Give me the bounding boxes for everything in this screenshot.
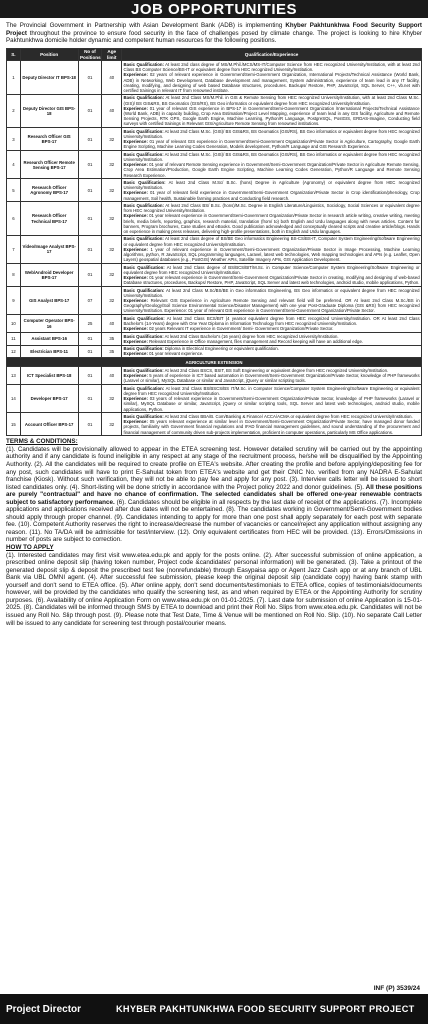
experience-label: Experience: xyxy=(123,275,148,280)
experience-text: Relevant GIS Experience in Agriculture Remote Sensing and relevant field will be preferred. OR At least 2nd Class M.Sc./BS in Geography/Geology/Soil Science Environmental Science/Disaster Management) with one year Post-Graduate Diploma (GIS &RS) from HEC recognized University/Institution. Experience: 01 year of relevant GIS experience in Government/Semi-Government Organization/Private Sector. xyxy=(123,298,420,314)
experience-label: Experience: xyxy=(123,338,148,344)
terms-contract-note: All these positions are purely "contractual" and have no chance of confirmation. The selected candidates shall be offered one-year renewable contracts subject to satisfactory performance. xyxy=(6,483,423,506)
positions-body xyxy=(7,61,422,358)
basic-text: Diploma in Electrical Engineering or equivalent qualification. xyxy=(164,346,279,352)
row-position: Deputy Director GIS BPS-18 xyxy=(20,94,78,127)
intro-paragraph xyxy=(0,18,428,48)
row-qualification xyxy=(122,264,422,287)
row-no-of-positions: 01 xyxy=(78,94,102,127)
row-age-limit: 40 xyxy=(102,61,122,94)
agriculture-extension-label: AGRICULTURE EXTENSION xyxy=(7,358,422,367)
positions-table xyxy=(6,48,422,437)
row-no-of-positions: 01 xyxy=(78,345,102,358)
header-no: No of Positions xyxy=(79,49,101,60)
row-age-limit: 40 xyxy=(102,94,122,127)
basic-label: Basic Qualification: xyxy=(123,333,164,339)
basic-text: At least 2nd Class BS/BSCS/BS IT/M.Sc. in Computer Science/Computer System Engineering/Software Engineering or equivalent degree from HEC recognized University/Institution. xyxy=(123,385,420,396)
row-age-limit: 32 xyxy=(102,179,122,202)
basic-text: At least 2nd Class M.Sc/ B.Sc. (hons) Degree in Agriculture (Agronomy) or equivalent degree from HEC recognized University/Institution. xyxy=(123,179,420,191)
basic-label: Basic Qualification: xyxy=(123,315,165,321)
intro-text-1: The Provincial Government in Partnership with Asian Development Bank (ADB) is implementing xyxy=(6,22,286,29)
row-position: Video/Image Analyst BPS-17 xyxy=(20,235,78,263)
table-row xyxy=(7,413,422,436)
page-title xyxy=(0,0,428,18)
table-row xyxy=(7,128,422,151)
row-position: Assistant BPS-16 xyxy=(20,333,78,346)
experience-text: 05 years relevant experience at similar level in Government/Semi-Government Organization/Private Sector, have managed donor funded projects, familiarity with Government financial regulations and IFAD financial management guidelines, and sound understanding of the procurement and financial management of community driven sub-projects implementation, proficient in computer operations, particularly MS Office applications. xyxy=(123,419,420,435)
basic-text: At least 2nd Class BBA/B. Com/Banking & Finance/ ACCA/ACMA or equivalent degree from HEC recognized University/Institution. xyxy=(164,413,413,419)
row-sn: 10 xyxy=(7,315,21,333)
project-director-label: Project Director xyxy=(6,1003,82,1015)
experience-text: 01 year of relevant field experience in Government/Semi-Government Organization/Private Sector in Crop identification/phenology, Crop management, Soil health, Sustainable farming practices and Conducting field research. xyxy=(123,190,420,201)
experience-label: Experience: xyxy=(123,105,148,111)
row-no-of-positions: 07 xyxy=(78,287,102,315)
table-row xyxy=(7,235,422,263)
experience-text: Relevant Experience in Office management, files management and Record keeping will have an additional edge. xyxy=(149,338,364,344)
row-sn: 14 xyxy=(7,385,21,413)
experience-text: 01 year relevant experience in Government/Semi-Government Organization/Private Sector in research article writing, creative writing, meeting briefs, media briefs, reporting, graphics, research material, translation (from/ to) both English and Urdu languages along with news articles. Content for banners, Program brochures, Case studies and eBooks. Good publication acknowledged and conceptually cleared scripts and creative article/blogs. Hands on experience in making press releases, delivering high-profile presentations, both in English and Urdu languages. xyxy=(123,213,420,234)
basic-text: At least 2nd Class M.Sc/BS/BE in Geo informatics Engineering, BS Geo informatics or equivalent degree from HEC recognized University/Institution. xyxy=(123,287,420,298)
row-qualification xyxy=(122,94,422,127)
terms-text: (1). Candidates will be provisionally allowed to appear in the ETEA screening test. However detailed scrutiny will be carried out by the appointing authority and if any candidate is found ineligible in any respect at any stage of the recruitment process, he/she will be disqualified by the Appointing Authority. (2). All the candidates will be required to create profile on ETEA's website. After creating the profile and before applying/depositing fee for any post, such candidates will have to print E-Sahulat token from ETEA's website and get their CNIC No. verified from any NADRA E-Sahulat franchise (Kiosk). Without such verification, they will not be able to pay fee and apply for any post. (3). Interview calls letter will be issued to short listed candidates only. (4). Short-listing will be done strictly in accordance with the Project policy 2022 and donor guidelines. (5). xyxy=(6,445,422,491)
row-no-of-positions: 01 xyxy=(78,151,102,179)
row-age-limit: 32 xyxy=(102,385,122,413)
experience-text: 02 years of relevant experience in Government/Semi-Government Organization, International Projects/Technical Assistance (World Bank, ADB) in Networking, Web Development, Database development and management, System administration, experience of team lead in any IT facility, creating, modifying, and designing of web based Database structures, procedures. Backups/ Restore, PHP, JavaScript, SQL Server, C++, vb.net with certified trainings in relevant IT from renowned institute. xyxy=(123,72,420,93)
basic-text: At least 2nd Class BS/ B.Sc. (hons)/M.Sc. Degree in English Literature/Linguistics, Sociology, Social Sciences or equivalent degree from HEC recognized University/Institution. xyxy=(123,202,420,214)
agri-positions-body xyxy=(7,367,422,436)
experience-label: Experience: xyxy=(123,72,148,78)
experience-label: Experience: xyxy=(123,139,148,145)
basic-label: Basic Qualification: xyxy=(123,264,165,270)
basic-text: At least 2nd Class M.Sc. (GIS)/ BS GIS&RS, BS Geomatics (GIS/RS), BS Geo informatics or equivalent degree from HEC recognized University/Institution. xyxy=(123,128,420,139)
experience-text: 01 year relevant experience in Government/Semi-Government Organization/Private Sector in creating, modifying and designing of web-based Database structures, procedures, Backups/ Restore, PHP, JavaScript, SQL Server and latest web technologies, android studio, mobile applications, Python. xyxy=(123,275,420,286)
table-row xyxy=(7,61,422,94)
experience-text: 5 years of experience in ICT based automation in Government/Semi-Government Organization/Private Sector, knowledge of PHP frameworks (Laravel or similar), MySQL Database or similar and JavaScript, jQuery or similar scripting tools. xyxy=(123,373,420,384)
row-sn: 4 xyxy=(7,151,21,179)
experience-label: Experience: xyxy=(123,213,148,219)
row-qualification xyxy=(122,61,422,94)
experience-label: Experience: xyxy=(123,162,148,168)
row-age-limit: 35 xyxy=(102,333,122,346)
row-qualification xyxy=(122,179,422,202)
row-position: Research Officer Agronomy BPS-17 xyxy=(20,179,78,202)
row-position: Web/Android Developer BPS-17 xyxy=(20,264,78,287)
row-sn: 6 xyxy=(7,202,21,235)
header-qualification: Qualification/Experience xyxy=(122,48,422,61)
howto-title: HOW TO APPLY xyxy=(6,544,54,552)
basic-label: Basic Qualification: xyxy=(123,95,165,101)
row-position: Deputy Director IT BPS-18 xyxy=(20,61,78,94)
basic-label: Basic Qualification: xyxy=(123,346,164,352)
row-age-limit: 32 xyxy=(102,235,122,263)
inf-number: INF (P) 3539/24 xyxy=(373,985,420,992)
experience-text: 03 years of relevant experience in Government/Semi-Government Organization/Private Sector, knowledge of PHP frameworks (Laravel or similar), MySQL Database or similar, JavaScript, jQuery or similar scripting tools, SQL Server and latest web technologies, android studio, mobile applications, Python. xyxy=(123,396,420,412)
row-age-limit: 40 xyxy=(102,367,122,385)
table-row xyxy=(7,94,422,127)
row-no-of-positions: 01 xyxy=(78,128,102,151)
row-age-limit: 35 xyxy=(102,345,122,358)
row-sn: 1 xyxy=(7,61,21,94)
basic-label: Basic Qualification: xyxy=(123,151,164,157)
row-qualification xyxy=(122,385,422,413)
row-no-of-positions: 25 xyxy=(78,315,102,333)
row-age-limit: 32 xyxy=(102,413,122,436)
basic-label: Basic Qualification: xyxy=(123,61,164,67)
basic-text: At least 2nd class degree of MS/M.Phil./MCS/MS-IT/Computer Science from HEC recognized University/Institution, with at least 2nd Class BS Computer Science/BS-IT or equivalent degree from HEC recognized University/Institution. xyxy=(123,61,420,73)
table-row xyxy=(7,151,422,179)
experience-label: Experience: xyxy=(123,246,148,252)
row-no-of-positions: 01 xyxy=(78,264,102,287)
table-row xyxy=(7,315,422,333)
row-sn: 7 xyxy=(7,235,21,263)
row-sn: 13 xyxy=(7,367,21,385)
intro-text-2: throughout the province to ensure food security in the face of challenges posed by climate change. The project is looking to hire Khyber Pakhtunkhwa domicile holder dynamic and competent human resources for the following positions. xyxy=(6,29,422,45)
row-position: GIS Analyst BPS-17 xyxy=(20,287,78,315)
row-age-limit: 32 xyxy=(102,128,122,151)
row-sn: 12 xyxy=(7,345,21,358)
experience-text: 01 year of relevant GIS experience in BPS-17 in Government/Semi-Government Organization /International Projects/Technical Assistance (World Bank, ADB) in capacity building, Crop Area Estimation/Project Level Mapping, experience of team lead in any GIS facility, Agriculture and Remote Sensing Projects, RTK GPS, Google Earth Engine, Machine Learning, Python/R Language, PostgreSQL, PostGIS, ERDAS-Imagine, Conducting field surveys with certified trainings in Relevant GIS/Agriculture Remote Sensing from renowned institutions. xyxy=(123,105,420,127)
row-age-limit: 32 xyxy=(102,264,122,287)
header-position: Position xyxy=(20,48,78,61)
basic-label: Basic Qualification: xyxy=(123,385,165,391)
row-qualification xyxy=(122,235,422,263)
experience-label: Experience: xyxy=(123,190,148,196)
terms-title: TERMS & CONDITIONS: xyxy=(6,438,78,446)
experience-label: Experience: xyxy=(123,419,148,425)
experience-text: 01 year relevant experience. xyxy=(149,351,204,357)
row-qualification xyxy=(122,367,422,385)
row-age-limit: 32 xyxy=(102,151,122,179)
row-no-of-positions: 01 xyxy=(78,202,102,235)
experience-label: Experience: xyxy=(123,351,148,357)
basic-label: Basic Qualification: xyxy=(123,202,164,208)
basic-text: At least 2nd Class MS/M.Phil. in GIS & Remote Sensing from HEC recognized University/Institution, with at least 2nd Class M.Sc. (GIS)/ BS GIS&RS, BS Geomatics (GIS/RS), BS Geo informatics or equivalent degree from HEC recognized University/Institution. xyxy=(123,95,420,106)
row-position: Research Officer GIS BPS-17 xyxy=(20,128,78,151)
row-position: Account Officer BPS-17 xyxy=(20,413,78,436)
table-row xyxy=(7,367,422,385)
experience-label: Experience: xyxy=(123,396,148,402)
row-position: Developer BPS-17 xyxy=(20,385,78,413)
basic-label: Basic Qualification: xyxy=(123,413,164,419)
project-org-name: KHYBER PAKHTUNKHWA FOOD SECURITY SUPPORT PROJECT xyxy=(116,1004,415,1014)
basic-text: At least 2nd Class Bachelor's (16 years) degree from HEC recognized University/Institution. xyxy=(164,333,339,339)
table-row xyxy=(7,202,422,235)
row-sn: 8 xyxy=(7,264,21,287)
row-no-of-positions: 01 xyxy=(78,179,102,202)
row-qualification xyxy=(122,202,422,235)
basic-label: Basic Qualification: xyxy=(123,128,164,134)
row-age-limit: 32 xyxy=(102,287,122,315)
row-no-of-positions: 01 xyxy=(78,61,102,94)
table-row xyxy=(7,179,422,202)
howto-text: (1). Interested candidates may first visit www.etea.edu.pk and apply for the posts online. (2). After successful submission of online application, a prescribed online deposit slip (having token number, Project code &candidates' personal information) will be generated. (3). Take a printout of the generated deposit slip & deposit the prescribed test fee (nonrefundable) through Easypaisa app or Agent Jazz Cash app or at any branch of UBL Bank via UBL OMNI agent. (4). After successful fee submission, please keep the original deposit slip (candidate copy) having bank stamp with yourself and don't send to ETEA office. (5). After online apply, don't send documents/testimonials to ETEA office, copies of testimonials/documents however, will be provided by the candidates who qualify the screening test, as and when required by ETEA or the Appointing Authority for scrutiny purposes. (6). Availability of online Application Form on www.etea.edu.pk on 01-01-2025. (7). Last date for submission of online Application is 15-01-2025. (8). Candidates will be informed through SMS by ETEA to download and print their Roll No. Slips from www.etea.edu.pk. Candidates will not be issued any Roll No. Slip through post. (9). Please note that Test Date, Time & Venue will be mentioned on Roll No. Slip. (10). No separate Call Letter will be issued to any candidate for screening test through postal/courier means. xyxy=(6,551,422,627)
intro-project-name: Khyber Pakhtunkhwa Food Security Support Project xyxy=(6,22,422,37)
row-no-of-positions: 01 xyxy=(78,333,102,346)
row-qualification xyxy=(122,333,422,346)
basic-label: Basic Qualification: xyxy=(123,179,166,185)
agriculture-extension-row xyxy=(7,358,422,367)
row-sn: 2 xyxy=(7,94,21,127)
row-position: Research Officer Remote Sensing BPS-17 xyxy=(20,151,78,179)
experience-text: 01 year of relevant Remote Sensing experience in Government/Semi-Government Organization/Private Sector in Agriculture Remote Sensing, Crop Area Estimation/Production, Google Earth Engine Scripting, Machine Learning Codes Generation, Python/R Language and Remote Sensing Research Experience. xyxy=(123,162,420,178)
table-row xyxy=(7,385,422,413)
row-qualification xyxy=(122,128,422,151)
row-position: Computer Operator BPS-16 xyxy=(20,315,78,333)
experience-text: 01 year of relevant GIS experience in Government/Semi-Government Organization/Private Sector in Agriculture, Cartography, Google Earth Engine Scripting, Machine Learning Codes Generation, Models development, Python/R Language and GIS Research Experience. xyxy=(123,139,420,150)
basic-label: Basic Qualification: xyxy=(123,236,164,242)
experience-label: Experience: xyxy=(123,326,148,332)
experience-text: 02 years Relevant IT experience in Government/ Semi- Government Organization/Private Sector. xyxy=(149,326,334,332)
row-position: ICT Specialist BPS-18 xyxy=(20,367,78,385)
row-position: Research Officer Technical BPS-17 xyxy=(20,202,78,235)
page-title-text: JOB OPPORTUNITIES xyxy=(130,0,298,18)
table-row xyxy=(7,287,422,315)
row-qualification xyxy=(122,345,422,358)
row-sn: 15 xyxy=(7,413,21,436)
basic-text: At least 2nd class degree of BS/BE Geo informatics Engineering BS-CS/BS-IT, Computer System Engineering/Software Engineering or equivalent degree from HEC recognized University/Institution. xyxy=(123,236,420,247)
experience-label: Experience: xyxy=(123,373,148,379)
header-sn: S. xyxy=(7,48,21,61)
row-sn: 9 xyxy=(7,287,21,315)
experience-label: Experience: xyxy=(123,298,148,303)
basic-text: At least 2nd Class degree of BS/BCS/BIT/M.Sc. in Computer Science/Computer System Engineering/Software Engineering or equivalent degree from HEC recognized University/Institution. xyxy=(123,264,420,275)
basic-label: Basic Qualification: xyxy=(123,367,164,373)
row-sn: 3 xyxy=(7,128,21,151)
row-age-limit: 40 xyxy=(102,315,122,333)
table-header-row xyxy=(7,48,422,61)
row-no-of-positions: 01 xyxy=(78,367,102,385)
terms-section xyxy=(0,436,428,627)
header-age: Age limit xyxy=(102,48,122,61)
row-qualification xyxy=(122,315,422,333)
basic-text: At least 2nd Class BCS/BIT (4 yearsor equivalent degree from HEC recognized University/Institution. OR At least 2nd Class Bachelor's (14-Years) degree with One Year Diploma in Information Technology from HEC recognized University/Institution. xyxy=(123,315,420,326)
terms-text-2: (6). Candidates should be eligible in all respects by the last date of receipt of the applications. (7). Incomplete applications and applications received after due dates will not be entertained. (8). The candidates working in Government/Semi-Government bodies should apply through proper channel. (9). Candidates intending to apply for more than one post shall apply separately for each post with separate fee. (10). Competent Authority reserves the right to increase/decrease the number of vacancies or cancel/reject any application without assigning any reason. (11). No TA/DA will be admissible for test/interview. (12). Only equivalent certificates from HEC will be provided. (13). Errors/Omissions in number of posts are subject to correction. xyxy=(6,498,422,544)
row-qualification xyxy=(122,287,422,315)
row-no-of-positions: 01 xyxy=(78,235,102,263)
row-sn: 5 xyxy=(7,179,21,202)
row-qualification xyxy=(122,151,422,179)
row-age-limit: 32 xyxy=(102,202,122,235)
experience-text: 1 year of relevant experience in Government/Semi-Government Organization/Private Sector in Image Processing, Machine Learning algorithms, python, R JavaScript, SQL programming languages, Laravel, latest web technologies, Web mapping technologies and APIs (e.g. Leaflet, Open Layers) geospatial databases (e.g., PostGIS) Weather APIs, Satellite Imagery APIs, GIS Application Development. xyxy=(123,246,420,263)
table-row xyxy=(7,333,422,346)
footer-bar xyxy=(0,994,428,1024)
basic-label: Basic Qualification: xyxy=(123,287,165,293)
row-sn: 11 xyxy=(7,333,21,346)
row-no-of-positions: 01 xyxy=(78,385,102,413)
table-row xyxy=(7,345,422,358)
basic-text: At least 2nd Class BSCS, BSIT, BS Soft Engineering or equivalent degree from HEC recognized University/Institution. xyxy=(164,367,389,373)
table-row xyxy=(7,264,422,287)
basic-text: At least 2nd Class M.Sc. (GIS)/ BS GIS&RS, BS Geomatics (GIS/RS), BS Geo informatics or equivalent degree from HEC recognized University/Institution. xyxy=(123,151,420,162)
row-position: Electrician BPS-11 xyxy=(20,345,78,358)
row-qualification xyxy=(122,413,422,436)
row-no-of-positions: 01 xyxy=(78,413,102,436)
